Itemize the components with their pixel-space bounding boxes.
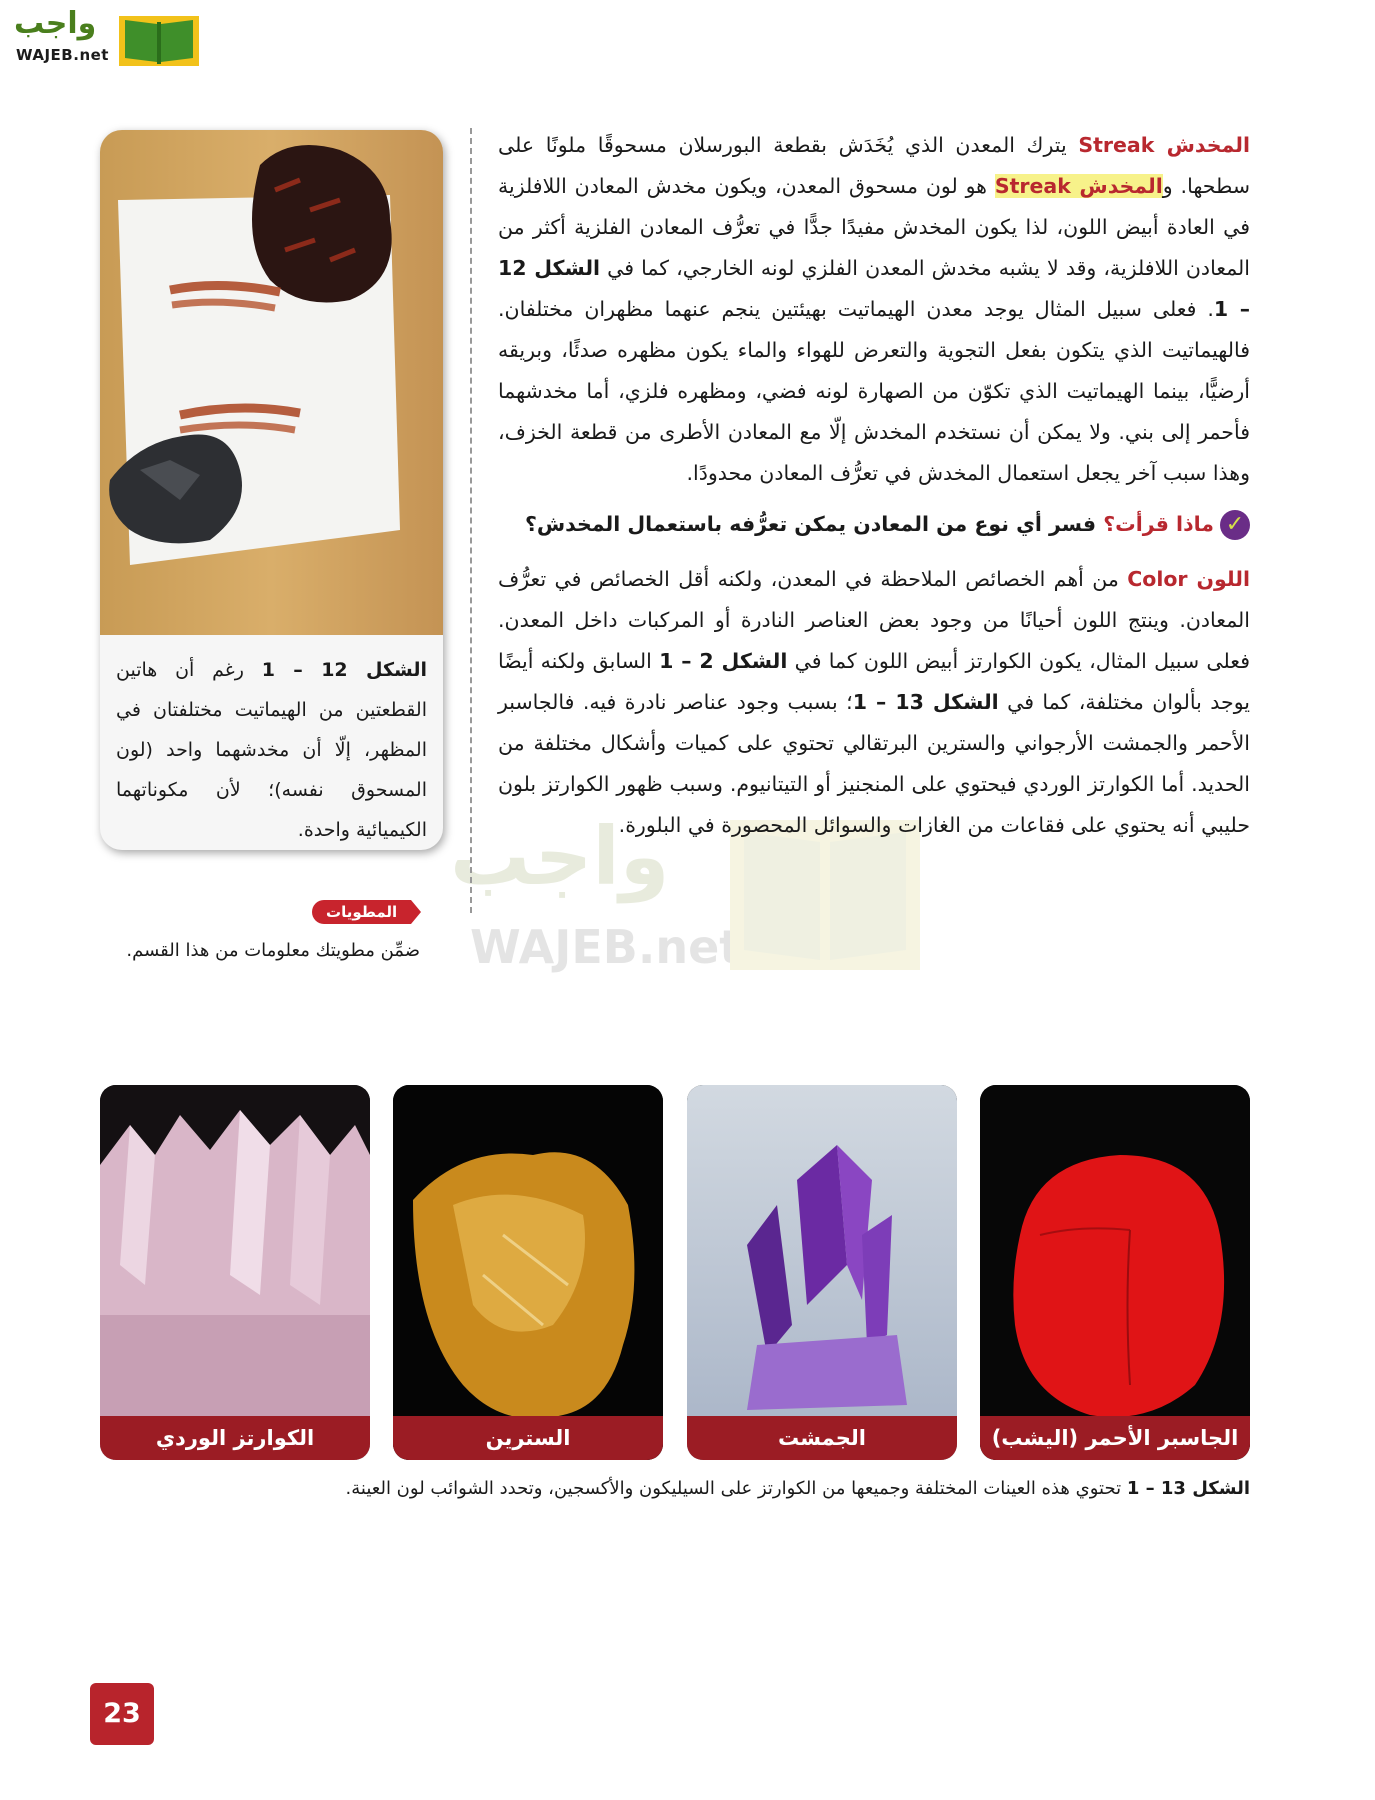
red-jasper-image <box>980 1085 1250 1460</box>
mineral-card-amethyst <box>687 1085 957 1460</box>
streak-paragraph <box>498 125 1250 494</box>
checkmark-icon: ✓ <box>1220 510 1250 540</box>
reading-check-question: فسر أي نوع من المعادن يمكن تعرُّفه باستعمال المخدش؟ <box>525 512 1104 536</box>
streak-text-3: . فعلى سبيل المثال يوجد معدن الهيماتيت بهيئتين ينجم عنهما مظهران مختلفان. فالهيماتيت الذي يتكون بفعل التجوية والتعرض للهواء والماء يكون مظهره صدئًا، وبريقه أرضيًّا، بينما الهيماتيت الذي تكوّن من الصهارة لونه فضي، ومظهره فلزي، أما مخدشهما فأحمر إلى بني. ولا يمكن أن نستخدم المخدش إلّا مع المعادن الأطرى من قطعة الخزف، وهذا سبب آخر يجعل استعمال المخدش في تعرُّف المعادن محدودًا. <box>498 297 1250 485</box>
figure-12-reference: الشكل 12 – 1 <box>498 256 1251 321</box>
color-term: اللون Color <box>1127 567 1250 591</box>
mineral-label: الجمشت <box>687 1416 957 1460</box>
column-divider <box>470 128 472 913</box>
mineral-label: السترين <box>393 1416 663 1460</box>
figure-2-reference: الشكل 2 – 1 <box>659 649 788 673</box>
streak-text-2: هو لون مسحوق المعدن، ويكون مخدش المعادن اللافلزية في العادة أبيض اللون، لذا يكون المخدش مفيدًا جدًّا في تعرُّف المعادن الفلزية أكثر من المعادن اللافلزية، وقد لا يشبه مخدش المعدن الفلزي لونه الخارجي، كما في <box>498 174 1250 280</box>
mineral-label: الكوارتز الوردي <box>100 1416 370 1460</box>
mineral-card-citrine <box>393 1085 663 1460</box>
watermark-latin: WAJEB.net <box>470 920 742 974</box>
page-number: 23 <box>90 1683 154 1745</box>
figure-13-caption <box>100 1478 1250 1499</box>
figure-13-caption-text: تحتوي هذه العينات المختلفة وجميعها من الكوارتز على السيليكون والأكسجين، وتحدد الشوائب لون العينة. <box>345 1478 1127 1499</box>
figure-12-caption-ref: الشكل 12 – 1 <box>261 659 428 681</box>
logo-latin-text: WAJEB.net <box>16 46 109 64</box>
figure-13-reference: الشكل 13 – 1 <box>852 690 999 714</box>
reading-check <box>498 504 1250 545</box>
amethyst-image <box>687 1085 957 1460</box>
figure-12-caption-text: رغم أن هاتين القطعتين من الهيماتيت مختلفتان في المظهر، إلّا أن مخدشهما واحد (لون المسحوق نفسه)؛ لأن مكوناتهما الكيميائية واحدة. <box>116 659 427 841</box>
foldables-text: ضمِّن مطويتك معلومات من هذا القسم. <box>126 940 420 961</box>
watermark-arabic: واجب <box>450 810 670 903</box>
logo-arabic-text: واجب <box>14 6 97 41</box>
hematite-streak-photo <box>100 130 443 635</box>
book-icon <box>119 10 199 68</box>
reading-check-label: ماذا قرأت؟ <box>1103 512 1214 536</box>
figure-13-caption-ref: الشكل 13 – 1 <box>1126 1478 1250 1499</box>
streak-text-1: يترك المعدن الذي يُخَدَش بقطعة البورسلان مسحوقًا ملونًا على سطحها. و <box>498 133 1250 198</box>
color-paragraph <box>498 559 1250 846</box>
color-text-b: السابق ولكنه أيضًا يوجد بألوان مختلفة، كما في <box>498 649 1250 714</box>
rose-quartz-image <box>100 1085 370 1460</box>
streak-highlight-term: المخدش Streak <box>994 174 1163 198</box>
mineral-label: الجاسبر الأحمر (اليشب) <box>980 1416 1250 1460</box>
figure-12-card <box>100 130 443 850</box>
main-text-column <box>498 125 1250 846</box>
mineral-card-red-jasper <box>980 1085 1250 1460</box>
foldables-badge: المطويات <box>312 900 411 924</box>
streak-term: المخدش Streak <box>1078 133 1250 157</box>
figure-12-caption <box>116 650 427 850</box>
citrine-image <box>393 1085 663 1460</box>
mineral-card-rose-quartz <box>100 1085 370 1460</box>
color-text-a: من أهم الخصائص الملاحظة في المعدن، ولكنه أقل الخصائص في تعرُّف المعادن. وينتج اللون أحيانًا من وجود بعض العناصر النادرة أو المركبات داخل المعدن. فعلى سبيل المثال، يكون الكوارتز أبيض اللون كما في <box>498 567 1250 673</box>
color-text-c: ؛ بسبب وجود عناصر نادرة فيه. فالجاسبر الأحمر والجمشت الأرجواني والسترين البرتقالي تحتوي على كميات وأشكال مختلفة من الحديد. أما الكوارتز الوردي فيحتوي على المنجنيز أو التيتانيوم. وسبب ظهور الكوارتز بلون حليبي أنه يحتوي على فقاعات من الغازات والسوائل المحصورة في البلورة. <box>498 690 1250 837</box>
wajeb-logo[interactable] <box>14 6 194 68</box>
